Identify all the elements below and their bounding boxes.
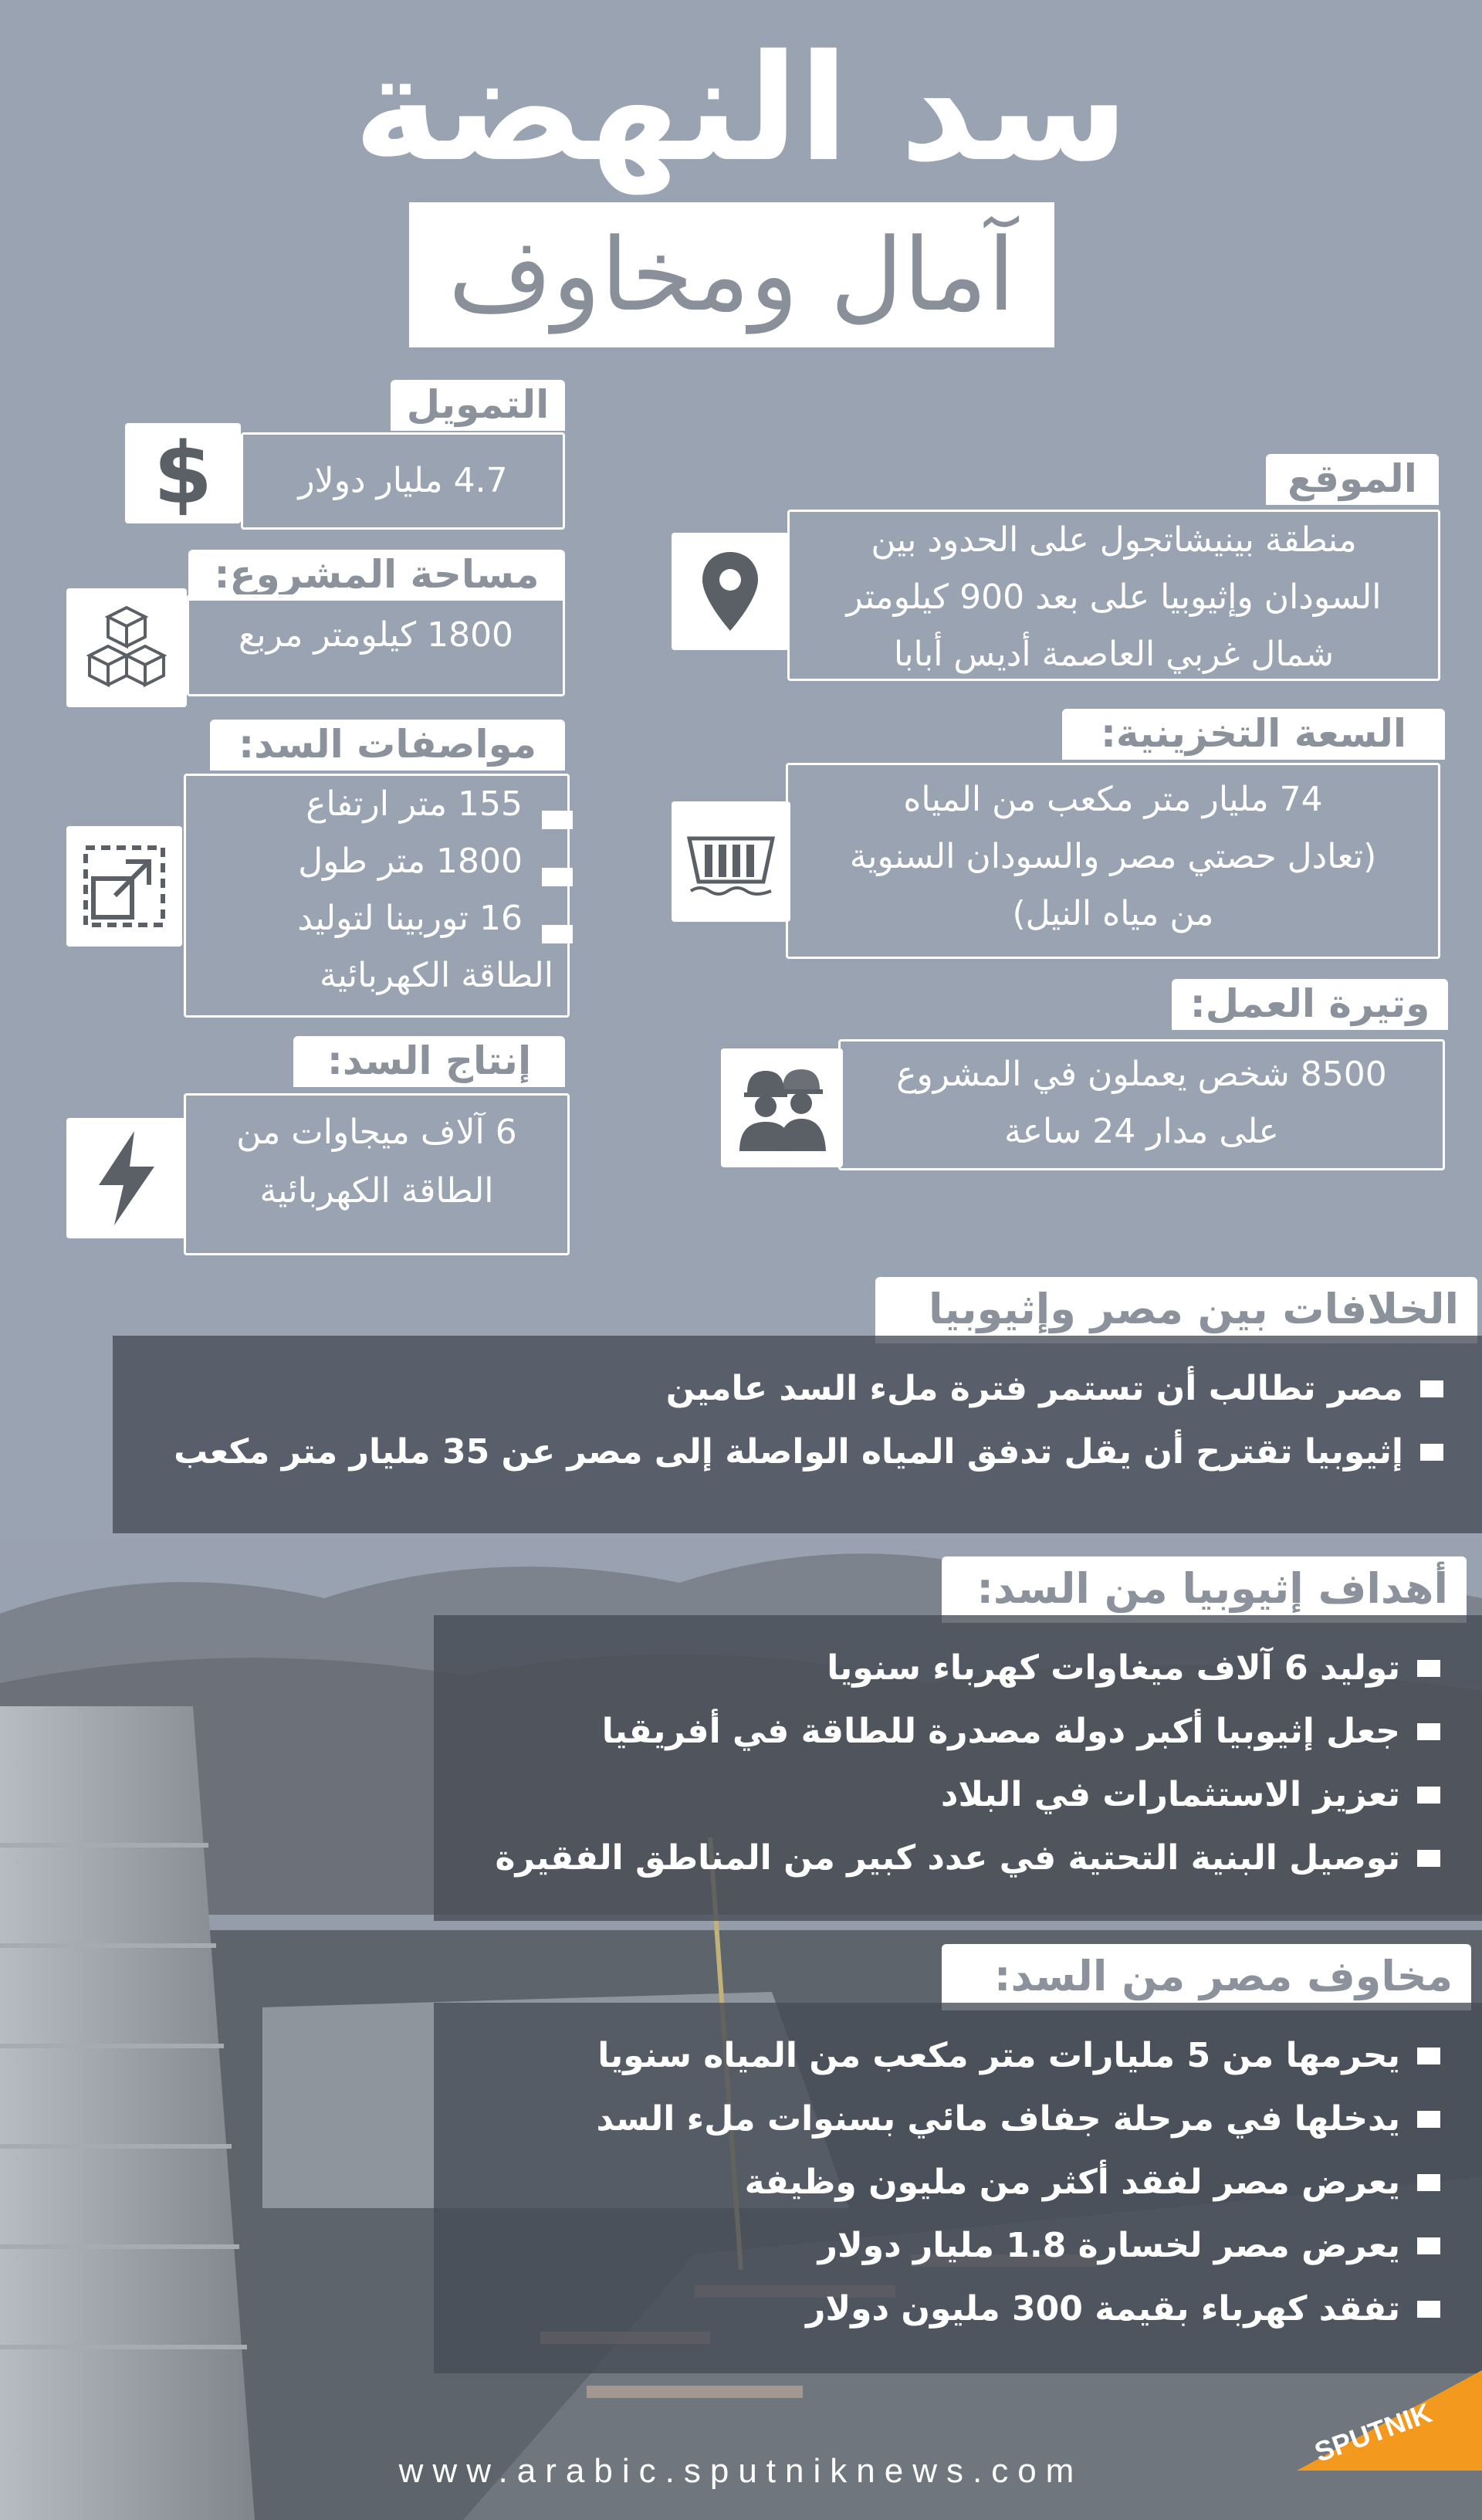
bullet-square: [1417, 2048, 1440, 2064]
sputnik-logo-text: SPUTNIK: [1310, 2396, 1436, 2468]
resize-icon: [66, 826, 182, 947]
page-title: سد النهضة: [353, 23, 1129, 194]
bullet-square: [1417, 1723, 1440, 1740]
location-line: منطقة بينيشاتجول على الحدود بين: [871, 520, 1357, 560]
bullet-square: [1417, 1660, 1440, 1677]
goal-item: جعل إثيوبيا أكبر دولة مصدرة للطاقة في أفريقيا: [463, 1700, 1440, 1763]
capacity-line: 74 مليار متر مكعب من المياه: [903, 780, 1323, 819]
capacity-line: (تعادل حصتي مصر والسودان السنوية: [849, 837, 1377, 876]
bullet-square: [1417, 2111, 1440, 2128]
workrate-line: على مدار 24 ساعة: [1004, 1112, 1279, 1151]
workrate-label: وتيرة العمل:: [1172, 979, 1448, 1030]
area-label: مساحة المشروع:: [188, 550, 565, 601]
bullet-square: [1417, 1850, 1440, 1867]
goals-list: [463, 1637, 1440, 1890]
location-line: شمال غربي العاصمة أديس أبابا: [893, 635, 1335, 674]
goal-item: توصيل البنية التحتية في عدد كبير من المناطق الفقيرة: [463, 1827, 1440, 1890]
disputes-list: [139, 1357, 1443, 1484]
spec-item: الطاقة الكهربائية: [320, 956, 553, 995]
dam-icon: [672, 801, 790, 922]
spec-item: 1800 متر طول: [298, 842, 523, 881]
production-line: الطاقة الكهربائية: [259, 1171, 494, 1211]
fear-item: تفقد كهرباء بقيمة 300 مليون دولار: [463, 2278, 1440, 2341]
funding-label: التمويل: [391, 380, 565, 431]
location-line: السودان وإثيوبيا على بعد 900 كيلومتر: [846, 578, 1382, 617]
dispute-item: مصر تطالب أن تستمر فترة ملء السد عامين: [139, 1357, 1443, 1421]
cubes-icon: [66, 588, 187, 707]
workers-icon: [721, 1048, 843, 1167]
location-pin-icon: [672, 533, 789, 650]
workrate-line: 8500 شخص يعملون في المشروع: [896, 1055, 1387, 1094]
dispute-item: إثيوبيا تقترح أن يقل تدفق المياه الواصلة إلى مصر عن 35 مليار متر مكعب: [139, 1421, 1443, 1484]
spec-item: 16 توربينا لتوليد: [297, 899, 523, 938]
spec-bullet: [542, 811, 573, 829]
bullet-square: [1417, 2301, 1440, 2318]
bullet-square: [1417, 2237, 1440, 2254]
fear-item: يعرض مصر لخسارة 1.8 مليار دولار: [463, 2214, 1440, 2278]
fears-title: مخاوف مصر من السد:: [942, 1944, 1471, 2010]
dollar-icon: $: [125, 423, 241, 523]
bullet-square: [1420, 1380, 1443, 1397]
footer-url[interactable]: www.arabic.sputniknews.com: [398, 2452, 1084, 2490]
specs-label: مواصفات السد:: [210, 720, 565, 771]
production-line: 6 آلاف ميجاوات من: [236, 1113, 517, 1152]
workrate-box: [838, 1039, 1445, 1170]
bullet-square: [1420, 1444, 1443, 1461]
area-value: 1800 كيلومتر مربع: [187, 594, 565, 696]
goals-title: أهداف إثيوبيا من السد:: [942, 1556, 1467, 1623]
funding-value: 4.7 مليار دولار: [241, 432, 565, 530]
specs-box: [184, 774, 570, 1018]
production-label: إنتاج السد:: [293, 1036, 565, 1087]
disputes-title: الخلافات بين مصر وإثيوبيا: [875, 1277, 1477, 1343]
goal-item: توليد 6 آلاف ميغاوات كهرباء سنويا: [463, 1637, 1440, 1700]
spec-bullet: [542, 925, 573, 943]
fear-item: يدخلها في مرحلة جفاف مائي بسنوات ملء السد: [463, 2088, 1440, 2151]
production-box: [184, 1093, 570, 1255]
lightning-icon: [66, 1118, 185, 1238]
fear-item: يحرمها من 5 مليارات متر مكعب من المياه سنويا: [463, 2024, 1440, 2088]
fears-list: [463, 2024, 1440, 2341]
bullet-square: [1417, 2174, 1440, 2191]
page-subtitle: آمال ومخاوف: [409, 202, 1054, 347]
spec-bullet: [542, 868, 573, 886]
capacity-box: [786, 763, 1440, 959]
goal-item: تعزيز الاستثمارات في البلاد: [463, 1763, 1440, 1827]
capacity-label: السعة التخزينية:: [1062, 709, 1445, 760]
location-box: [787, 510, 1440, 681]
location-label: الموقع: [1266, 454, 1439, 505]
spec-item: 155 متر ارتفاع: [306, 784, 523, 824]
capacity-line: من مياه النيل): [1012, 894, 1214, 933]
fear-item: يعرض مصر لفقد أكثر من مليون وظيفة: [463, 2151, 1440, 2214]
bullet-square: [1417, 1787, 1440, 1804]
